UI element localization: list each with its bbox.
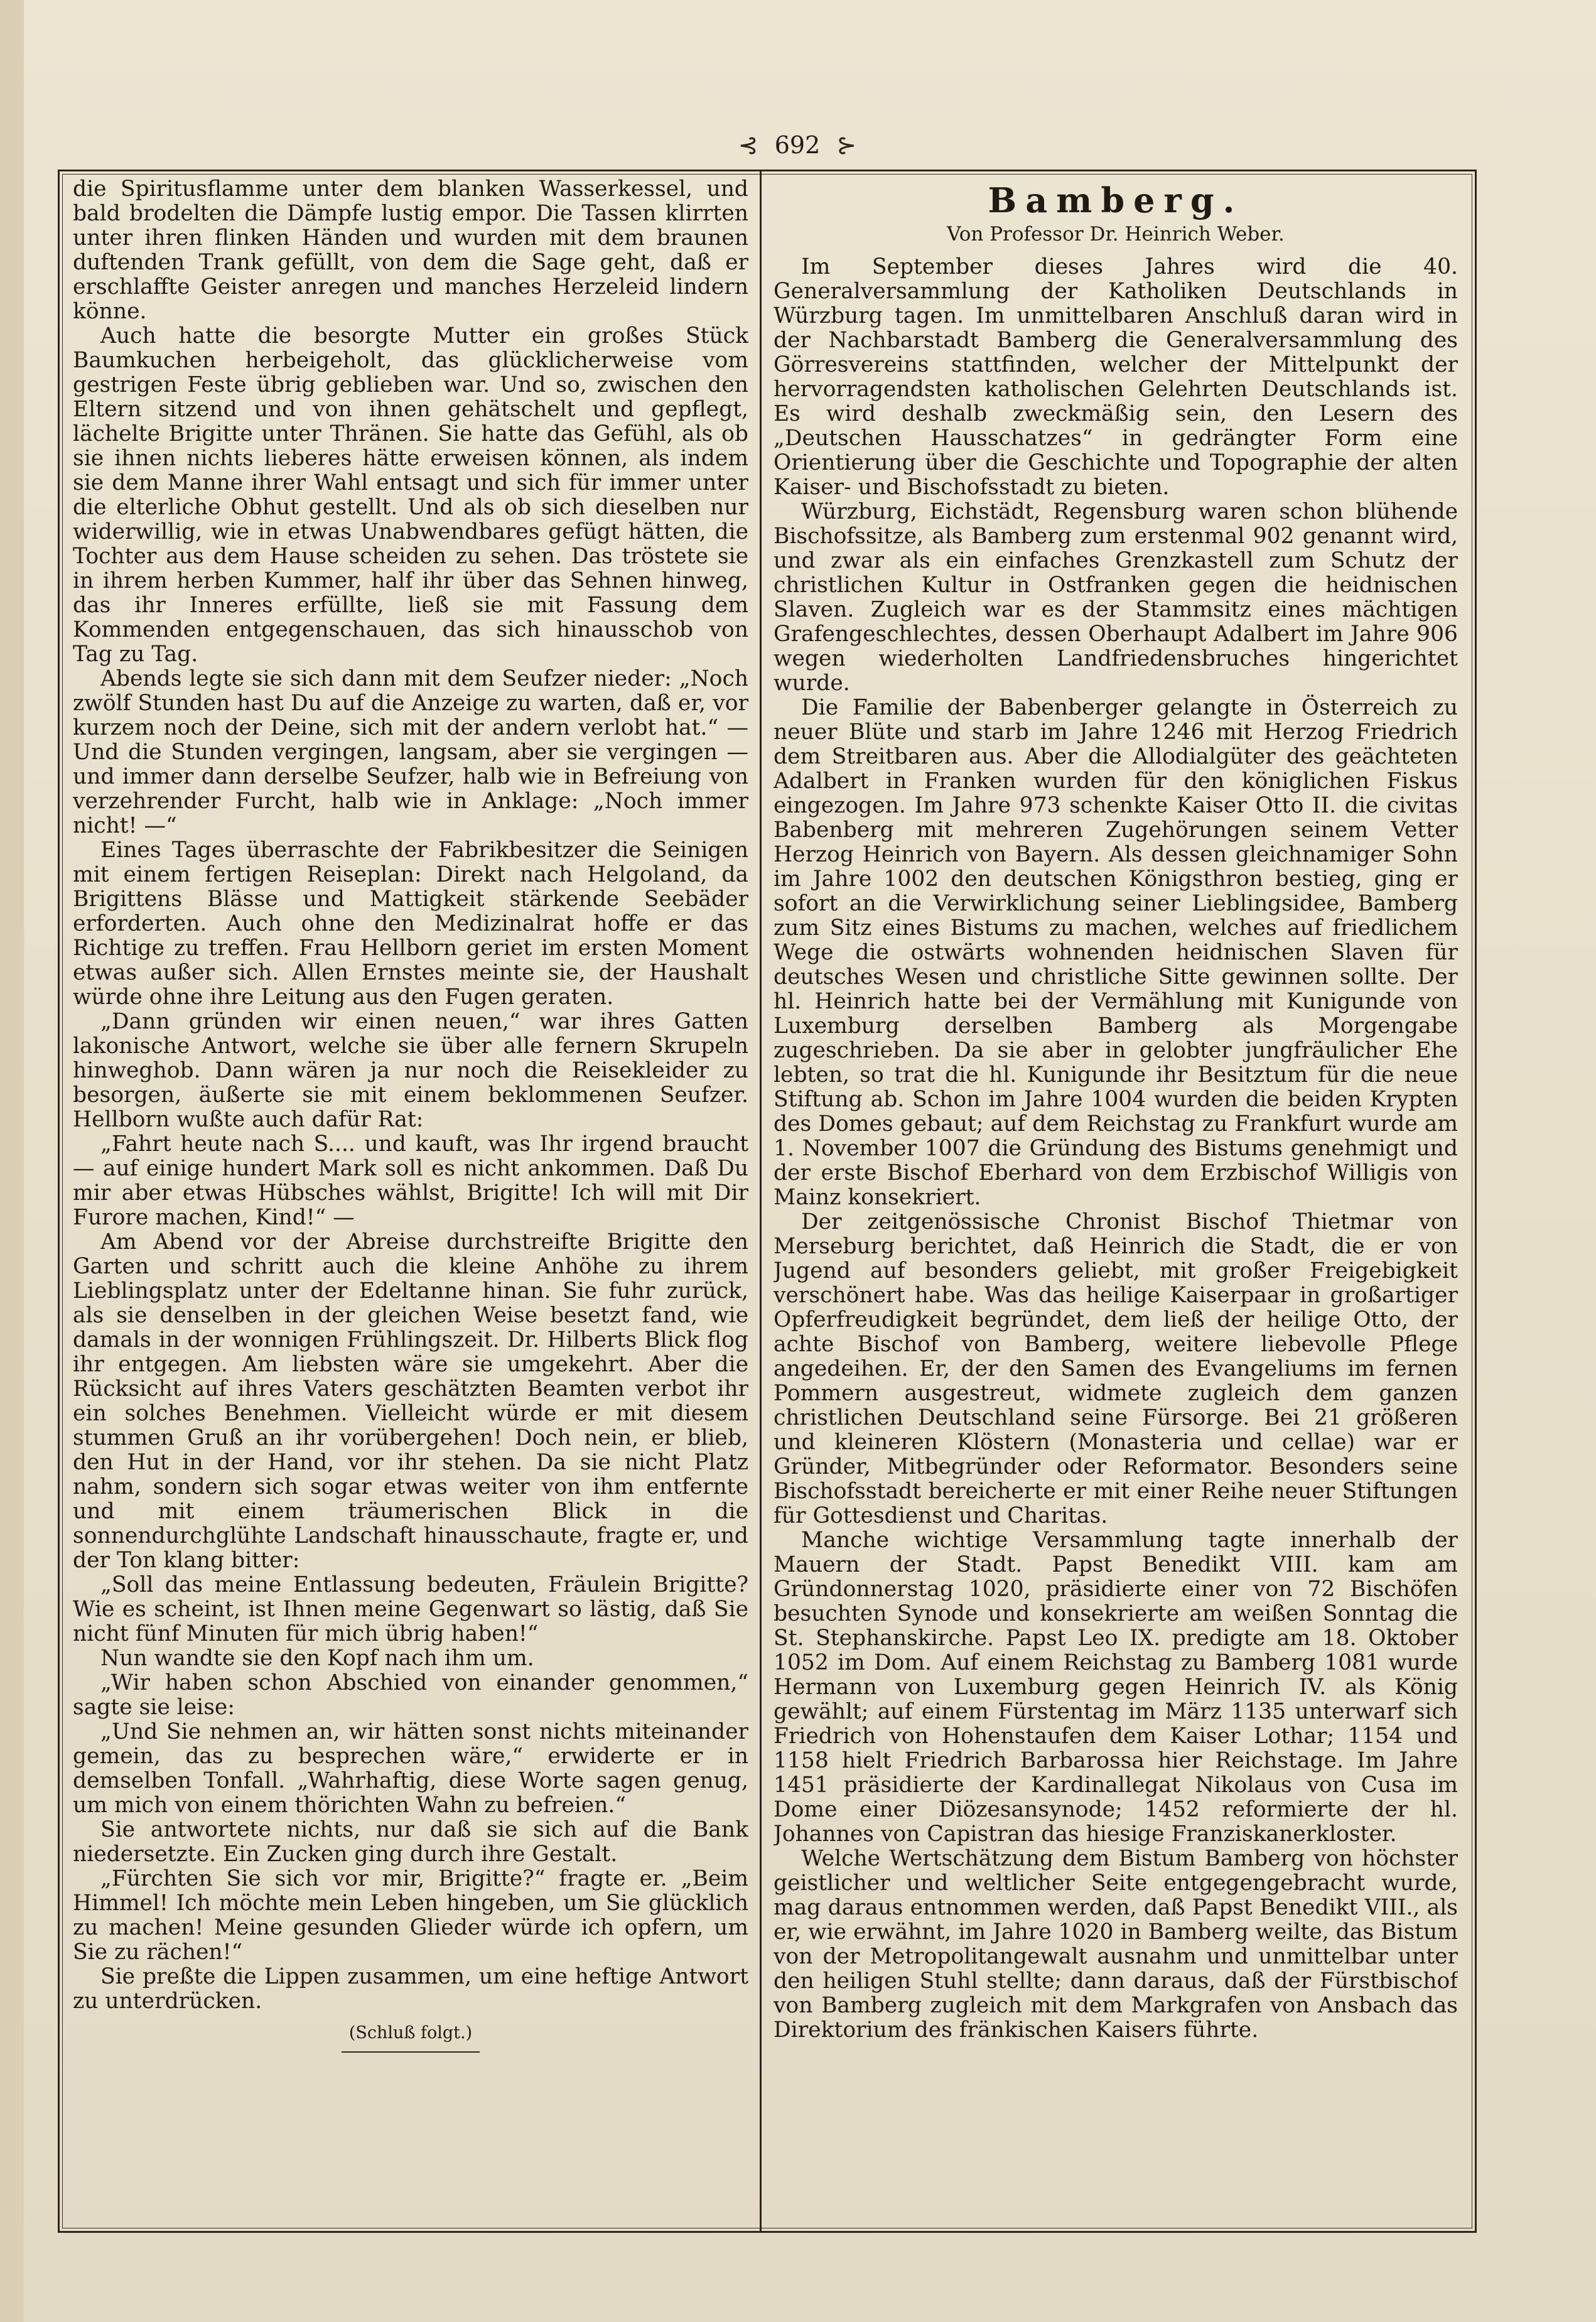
page-number: 692 [774, 131, 821, 159]
page-header [50, 123, 1545, 167]
ornament-right-icon: ⊱ [836, 131, 857, 159]
paragraph: Sie preßte die Lippen zusammen, um eine heftige Antwort zu unterdrücken. [73, 1964, 748, 2014]
left-column [73, 177, 748, 2218]
paragraph: Sie antwortete nichts, nur daß sie sich auf die Bank niedersetzte. Ein Zucken ging durch ihre Gestalt. [73, 1817, 748, 1867]
article-byline: Von Professor Dr. Heinrich Weber. [947, 223, 1285, 246]
paragraph: Auch hatte die besorgte Mutter ein großes Stück Baumkuchen herbeigeholt, das glücklicherweise vom gestrigen Feste übrig geblieben war. Und so, zwischen den Eltern sitzend und von ihnen gehätschelt und gepflegt, lächelte Brigitte unter Thränen. Sie hatte das Gefühl, als ob sie ihnen nichts lieberes hätte erweisen können, als indem sie dem Manne ihrer Wahl entsagt und sich für immer unter die elterliche Obhut gestellt. Und als ob sich dieselben nur widerwillig, wie in etwas Unabwendbares gefügt hätten, die Tochter aus dem Hause scheiden zu sehen. Das tröstete sie in ihrem herben Kummer, half ihr über das Sehnen hinweg, das ihr Inneres erfüllte, ließ sie mit Fassung dem Kommenden entgegenschauen, das sich hinausschob von Tag zu Tag. [73, 323, 748, 667]
continued-note: (Schluß folgt.) [348, 2023, 473, 2043]
article-title: Bamberg. [988, 180, 1244, 220]
paragraph: Eines Tages überraschte der Fabrikbesitzer die Seinigen mit einem fertigen Reiseplan: Direkt nach Helgoland, da Brigittens Blässe und Mattigkeit stärkende Seebäder erforderten. Auch ohne den Medizinalrat hoffe er das Richtige zu treffen. Frau Hellborn geriet im ersten Moment etwas außer sich. Allen Ernstes meinte sie, der Haushalt würde ohne ihre Leitung aus den Fugen geraten. [73, 838, 748, 1010]
paragraph: Am Abend vor der Abreise durchstreifte Brigitte den Garten und schritt auch die kleine Anhöhe zu ihrem Lieblingsplatz unter der Edeltanne hinan. Sie fuhr zurück, als sie denselben in der gleichen Weise besetzt fand, wie damals in der wonnigen Frühlingszeit. Dr. Hilberts Blick flog ihr entgegen. Am liebsten wäre sie umgekehrt. Aber die Rücksicht auf ihres Vaters geschätzten Beamten verbot ihr ein solches Benehmen. Vielleicht würde er mit diesem stummen Gruß an ihr vorübergehen! Doch nein, er blieb, den Hut in der Hand, vor ihr stehen. Da sie nicht Platz nahm, sondern sich sogar etwas weiter von ihm entfernte und mit einem träumerischen Blick in die sonnendurchglühte Landschaft hinausschaute, fragte er, und der Ton klang bitter: [73, 1229, 748, 1573]
page-edge [0, 0, 24, 2322]
divider [342, 2051, 480, 2053]
paragraph: „Und Sie nehmen an, wir hätten sonst nichts miteinander gemein, das zu besprechen wäre,“ erwiderte er in demselben Tonfall. „Wahrhaftig, diese Worte sagen genug, um mich von einem thörichten Wahn zu befreien.“ [73, 1719, 748, 1818]
column-divider [760, 170, 762, 2233]
paragraph: Die Familie der Babenberger gelangte in Österreich zu neuer Blüte und starb im Jahre 1246 mit Herzog Friedrich dem Streitbaren aus. Aber die Allodialgüter des geächteten Adalbert in Franken wurden für den königlichen Fiskus eingezogen. Im Jahre 973 schenkte Kaiser Otto II. die civitas Babenberg mit mehreren Zugehörungen seinem Vetter Herzog Heinrich von Bayern. Als dessen gleichnamiger Sohn im Jahre 1002 den deutschen Königsthron bestieg, ging er sofort an die Verwirklichung seiner Lieblingsidee, Bamberg zum Sitz eines Bistums zu machen, welches auf friedlichem Wege die ostwärts wohnenden heidnischen Slaven für deutsches Wesen und christliche Sitte gewinnen sollte. Der hl. Heinrich hatte bei der Vermählung mit Kunigunde von Luxemburg derselben Bamberg als Morgengabe zugeschrieben. Da sie aber in gelobter jungfräulicher Ehe lebten, so trat die hl. Kunigunde ihr Besitztum für die neue Stiftung ab. Schon im Jahre 1004 wurden die beiden Krypten des Domes gebaut; auf dem Reichstag zu Frankfurt wurde am 1. November 1007 die Gründung des Bistums genehmigt und der erste Bischof Eberhard von dem Erzbischof Willigis von Mainz konsekriert. [774, 695, 1458, 1210]
paragraph: „Fahrt heute nach S.... und kauft, was Ihr irgend braucht — auf einige hundert Mark soll es nicht ankommen. Daß Du mir aber etwas Hübsches wählst, Brigitte! Ich will mit Dir Furore machen, Kind!“ — [73, 1131, 748, 1230]
paragraph: Würzburg, Eichstädt, Regensburg waren schon blühende Bischofssitze, als Bamberg zum erstenmal 902 genannt wird, und zwar als ein einfaches Grenzkastell zum Schutz der christlichen Kultur in Ostfranken gegen die heidnischen Slaven. Zugleich war es der Stammsitz eines mächtigen Grafengeschlechtes, dessen Oberhaupt Adalbert im Jahre 906 wegen wiederholten Landfriedensbruches hingerichtet wurde. [774, 499, 1458, 696]
paragraph: Nun wandte sie den Kopf nach ihm um. [100, 1646, 534, 1671]
paragraph: „Soll das meine Entlassung bedeuten, Fräulein Brigitte? Wie es scheint, ist Ihnen meine Gegenwart so lästig, daß Sie nicht fünf Minuten für mich übrig haben!“ [73, 1572, 748, 1646]
paragraph: Im September dieses Jahres wird die 40. Generalversammlung der Katholiken Deutschlands in Würzburg tagen. Im unmittelbaren Anschluß daran wird in der Nachbarstadt Bamberg die Generalversammlung des Görresvereins stattfinden, welcher der Mittelpunkt der hervorragendsten katholischen Gelehrten Deutschlands ist. Es wird deshalb zweckmäßig sein, den Lesern des „Deutschen Hausschatzes“ in gedrängter Form eine Orientierung über die Geschichte und Topographie der alten Kaiser- und Bischofsstadt zu bieten. [774, 254, 1458, 500]
paragraph: Der zeitgenössische Chronist Bischof Thietmar von Merseburg berichtet, daß Heinrich die Stadt, die er von Jugend auf besonders geliebt, mit großer Freigebigkeit verschönert habe. Was das heilige Kaiserpaar in großartiger Opferfreudigkeit begründet, dem ließ der heilige Otto, der achte Bischof von Bamberg, weitere liebevolle Pflege angedeihen. Er, der den Samen des Evangeliums im fernen Pommern ausgestreut, widmete zugleich dem ganzen christlichen Deutschland seine Fürsorge. Bei 21 größeren und kleineren Klöstern (Monasteria und cellae) war er Gründer, Mitbegründer oder Reformator. Besonders seine Bischofsstadt bereicherte er mit einer Reihe neuer Stiftungen für Gottesdienst und Charitas. [774, 1209, 1458, 1528]
paragraph: die Spiritusflamme unter dem blanken Wasserkessel, und bald brodelten die Dämpfe lustig empor. Die Tassen klirrten unter ihren flinken Händen und wurden mit dem braunen duftenden Trank gefüllt, von dem die Sage geht, daß er erschlaffte Geister anregen und manches Herzeleid lindern könne. [73, 177, 748, 324]
right-column [774, 177, 1458, 2218]
paragraph: Abends legte sie sich dann mit dem Seufzer nieder: „Noch zwölf Stunden hast Du auf die Anzeige zu warten, daß er, vor kurzem noch der Deine, sich mit der andern verlobt hat.“ — Und die Stunden vergingen, langsam, aber sie vergingen — und immer dann derselbe Seufzer, halb wie in Befreiung von verzehrender Furcht, halb wie in Anklage: „Noch immer nicht! —“ [73, 666, 748, 838]
paragraph: „Dann gründen wir einen neuen,“ war ihres Gatten lakonische Antwort, welche sie über alle fernern Skrupeln hinweghob. Dann wären ja nur noch die Reisekleider zu besorgen, äußerte sie mit einem beklommenen Seufzer. Hellborn wußte auch dafür Rat: [73, 1009, 748, 1132]
ornament-left-icon: ⊰ [738, 131, 758, 159]
paragraph: Welche Wertschätzung dem Bistum Bamberg von höchster geistlicher und weltlicher Seite entgegengebracht wurde, mag daraus entnommen werden, daß Papst Benedikt VIII., als er, wie erwähnt, im Jahre 1020 in Bamberg weilte, das Bistum von der Metropolitangewalt ausnahm und unmittelbar unter den heiligen Stuhl stellte; dann daraus, daß der Fürstbischof von Bamberg zugleich mit dem Markgrafen von Ansbach das Direktorium des fränkischen Kaisers führte. [774, 1846, 1458, 2043]
paragraph: „Wir haben schon Abschied von einander genommen,“ sagte sie leise: [73, 1670, 748, 1720]
paragraph: „Fürchten Sie sich vor mir, Brigitte?“ fragte er. „Beim Himmel! Ich möchte mein Leben hingeben, um Sie glücklich zu machen! Meine gesunden Glieder würde ich opfern, um Sie zu rächen!“ [73, 1866, 748, 1965]
paragraph: Manche wichtige Versammlung tagte innerhalb der Mauern der Stadt. Papst Benedikt VIII. kam am Gründonnerstag 1020, präsidierte einer von 72 Bischöfen besuchten Synode und konsekrierte am weißen Sonntag die St. Stephanskirche. Papst Leo IX. predigte am 18. Oktober 1052 im Dom. Auf einem Reichstag zu Bamberg 1081 wurde Hermann von Luxemburg gegen Heinrich IV. als König gewählt; auf einem Fürstentag im März 1135 unterwarf sich Friedrich von Hohenstaufen dem Kaiser Lothar; 1154 und 1158 hielt Friedrich Barbarossa hier Reichstage. Im Jahre 1451 präsidierte der Kardinallegat Nikolaus von Cusa im Dome einer Diözesansynode; 1452 reformierte der hl. Johannes von Capistran das hiesige Franziskanerkloster. [774, 1528, 1458, 1847]
